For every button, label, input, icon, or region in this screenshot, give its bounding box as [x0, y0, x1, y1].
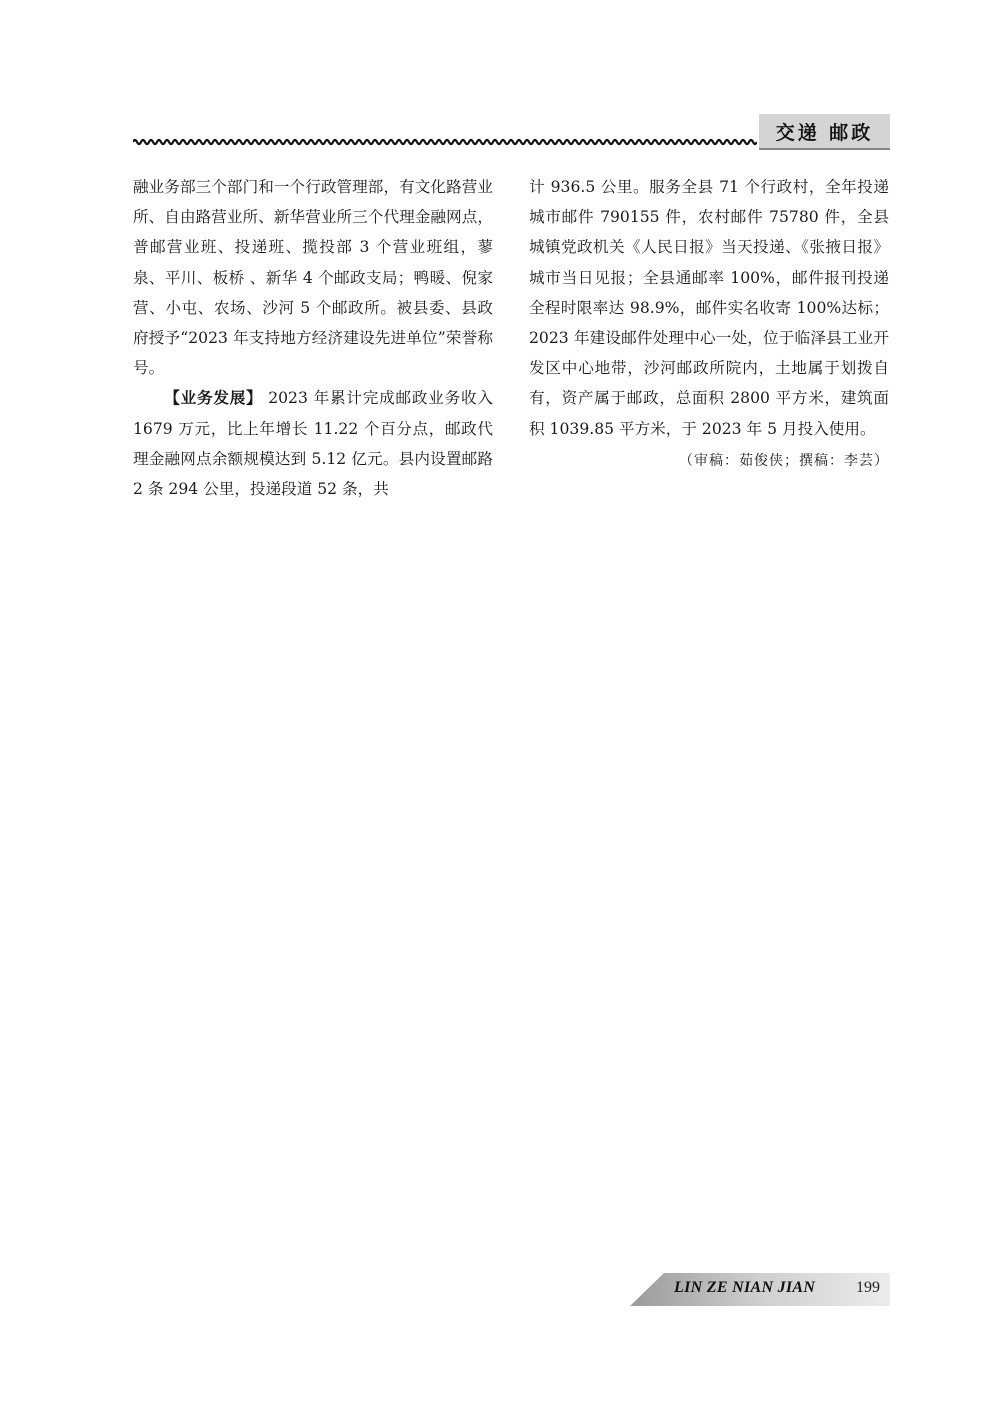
section-tag: 交递 邮政 — [759, 114, 890, 150]
paragraph-business-development — [133, 383, 493, 504]
section-header — [133, 114, 890, 154]
section-heading-business-development: 【业务发展】 — [164, 389, 263, 408]
wavy-rule-divider — [133, 137, 757, 147]
paragraph-delivery-stats: 计 936.5 公里。服务全县 71 个行政村，全年投递城市邮件 790155 件，农村邮件 75780 件，全县城镇党政机关《人民日报》当天投递、《张掖日报》城市当日见报；全县通邮率 100%，邮件报刊投递全程时限率达 98.9%，邮件实名收寄 100%达标；2023 年建设邮件处理中心一处，位于临泽县工业开发区中心地带，沙河邮政所院内，土地属于划拨自有，资产属于邮政，总面积 2800 平方米，建筑面积 1039.85 平方米，于 2023 年 5 月投入使用。 — [529, 178, 889, 438]
left-column — [133, 172, 493, 504]
journal-title: LIN ZE NIAN JIAN — [674, 1279, 816, 1296]
right-column — [529, 172, 889, 476]
page-footer — [630, 1273, 890, 1306]
page-number: 199 — [856, 1279, 880, 1296]
paragraph-organization: 融业务部三个部门和一个行政管理部，有文化路营业所、自由路营业所、新华营业所三个代理金融网点，普邮营业班、投递班、揽投部 3 个营业班组，蓼泉、平川、板桥 、新华 4 个邮政支局；鸭暖、倪家营、小屯、农场、沙河 5 个邮政所。被县委、县政府授予“2023 年支持地方经济建设先进单位”荣誉称号。 — [133, 178, 493, 378]
editor-credits: （审稿：茹俊侠；撰稿：李芸） — [679, 452, 889, 469]
paragraph-business-text: 2023 年累计完成邮政业务收入 1679 万元，比上年增长 11.22 个百分点，邮政代理金融网点余额规模达到 5.12 亿元。县内设置邮路 2 条 294 公里，投递段道 52 条，共 — [133, 389, 493, 499]
